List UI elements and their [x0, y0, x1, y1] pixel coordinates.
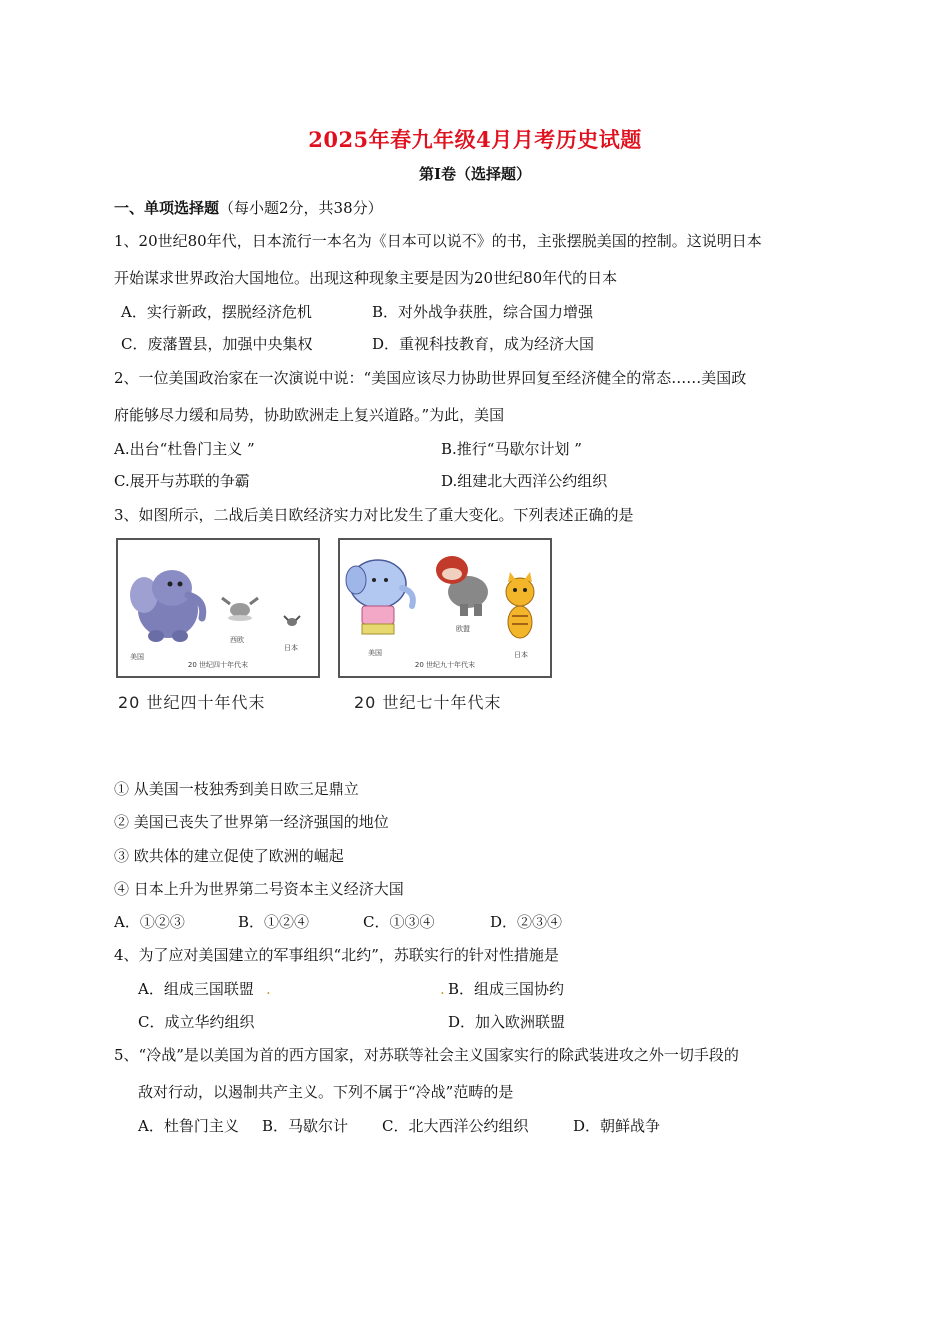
hippo-icon: [436, 556, 488, 616]
economy-comparison-figure: [116, 538, 556, 728]
elephant-icon: [130, 570, 203, 642]
q5-stem-line1: 5、“冷战”是以美国为首的西方国家，对苏联等社会主义国家实行的除武装进攻之外一切手段的: [114, 1046, 739, 1064]
q5-stem-line2: 敌对行动，以遏制共产主义。下列不属于“冷战”范畴的是: [138, 1083, 514, 1101]
q2-stem-line2: 府能够尽力缓和局势，协助欧洲走上复兴道路。”为此，美国: [114, 406, 505, 424]
q3-statement-4: ④ 日本上升为世界第二号资本主义经济大国: [114, 880, 404, 898]
q3-option-d: D．②③④: [490, 913, 563, 931]
q2-stem-line1: 2、一位美国政治家在一次演说中说：“美国应该尽力协助世界回复至经济健全的常态……美国政: [114, 369, 747, 387]
q1-option-b: B．对外战争获胜，综合国力增强: [372, 303, 594, 321]
q2-option-d: D.组建北大西洋公约组织: [441, 472, 608, 490]
label-usa: 美国: [368, 649, 382, 657]
q2-option-c: C.展开与苏联的争霸: [114, 472, 250, 490]
section-note: （每小题2分，共38分）: [219, 199, 383, 217]
q2-option-a: A.出台“杜鲁门主义 ”: [114, 440, 255, 458]
panel-inner-caption: 20 世纪九十年代末: [414, 661, 476, 669]
q4-stray-dot-1: .: [266, 980, 271, 998]
q4-stray-dot-2: .: [440, 980, 445, 998]
q1-option-c: C．废藩置县，加强中央集权: [121, 335, 313, 353]
q4-option-d: D．加入欧洲联盟: [448, 1013, 566, 1031]
q1-stem-line2: 开始谋求世界政治大国地位。出现这种现象主要是因为20世纪80年代的日本: [114, 269, 618, 287]
elephant-icon: [346, 560, 413, 634]
q3-option-c: C．①③④: [363, 913, 435, 931]
q3-statement-2: ② 美国已丧失了世界第一经济强国的地位: [114, 813, 389, 831]
q5-option-b: B．马歇尔计: [262, 1117, 349, 1135]
page-subtitle: 第Ⅰ卷（选择题）: [418, 165, 532, 183]
q3-statement-1: ① 从美国一枝独秀到美日欧三足鼎立: [114, 780, 359, 798]
q3-option-a: A．①②③: [114, 913, 185, 931]
figure-caption-right: 20 世纪七十年代末: [354, 693, 502, 712]
section-heading: [114, 198, 383, 218]
q3-option-b: B．①②④: [238, 913, 310, 931]
q5-option-a: A．杜鲁门主义: [138, 1117, 239, 1135]
section-title: 一、单项选择题: [114, 199, 220, 217]
q3-statement-3: ③ 欧共体的建立促使了欧洲的崛起: [114, 847, 344, 865]
q4-stem: 4、为了应对美国建立的军事组织“北约”，苏联实行的针对性措施是: [114, 946, 559, 964]
q1-option-d: D．重视科技教育，成为经济大国: [372, 335, 595, 353]
label-japan: 日本: [514, 651, 528, 659]
tiny-animal-icon: [284, 616, 300, 626]
q4-option-a: A．组成三国联盟: [138, 980, 254, 998]
q5-option-c: C．北大西洋公约组织: [382, 1117, 529, 1135]
page-title: 2025年春九年级4月月考历史试题: [308, 127, 642, 152]
small-animal-icon: [222, 598, 258, 621]
label-usa: 美国: [130, 653, 144, 661]
q4-option-c: C．成立华约组织: [138, 1013, 255, 1031]
q1-stem-line1: 1、20世纪80年代，日本流行一本名为《日本可以说不》的书，主张摆脱美国的控制。这说明日本: [114, 232, 762, 250]
tiger-icon: [506, 572, 534, 638]
figure-panel-1940s: [116, 538, 320, 678]
cartoon-1940s-illustration: [118, 540, 318, 676]
figure-panel-1970s: [338, 538, 552, 678]
q5-option-d: D．朝鲜战争: [573, 1117, 661, 1135]
q2-option-b: B.推行“马歇尔计划 ”: [441, 440, 582, 458]
label-eu: 欧盟: [456, 625, 470, 633]
label-west-europe: 西欧: [230, 636, 244, 644]
q1-option-a: A．实行新政，摆脱经济危机: [121, 303, 312, 321]
q3-stem: 3、如图所示，二战后美日欧经济实力对比发生了重大变化。下列表述正确的是: [114, 506, 634, 524]
figure-caption-left: 20 世纪四十年代末: [118, 693, 266, 712]
label-japan: 日本: [284, 644, 298, 652]
q4-option-b: B．组成三国协约: [448, 980, 565, 998]
panel-inner-caption: 20 世纪四十年代末: [187, 661, 249, 669]
